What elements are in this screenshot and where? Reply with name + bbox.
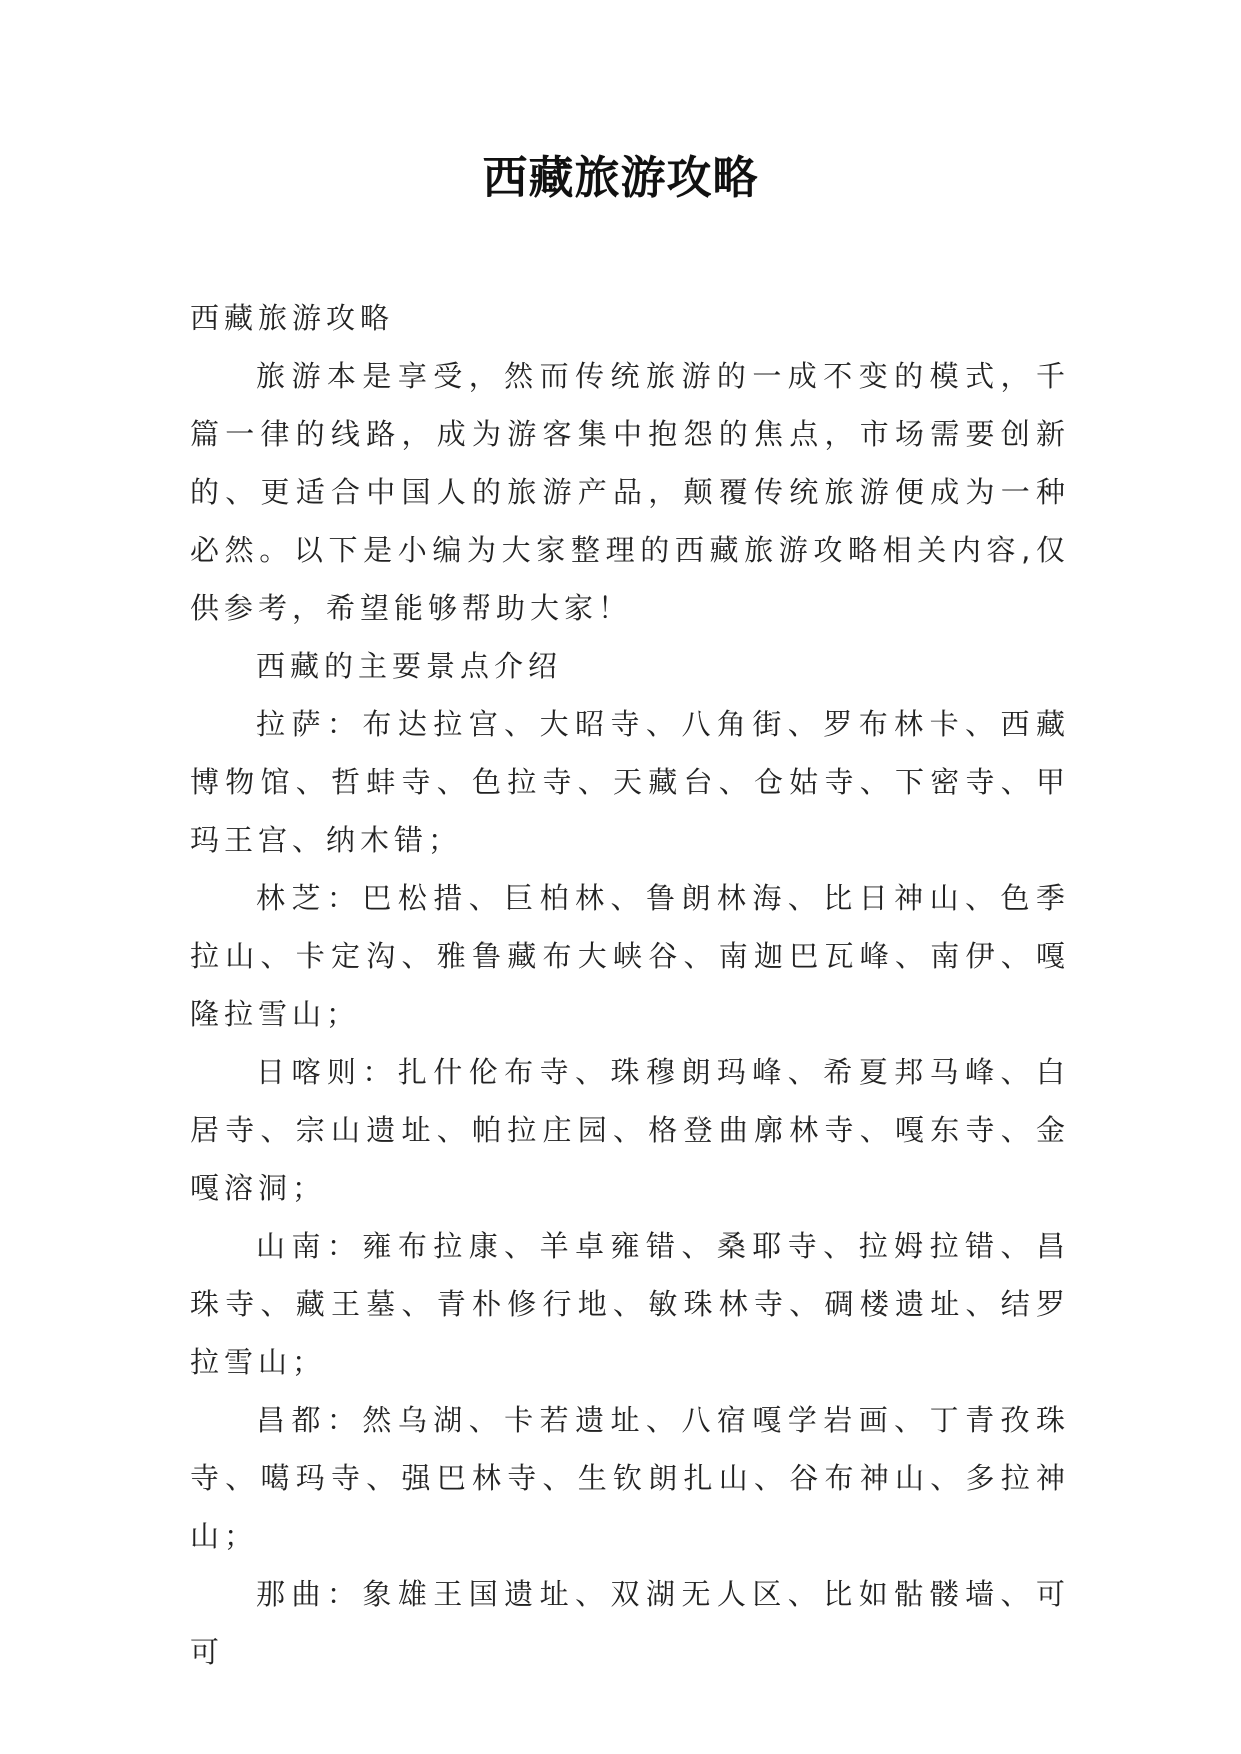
paragraph-heading: 西藏旅游攻略 [190,301,395,335]
paragraph-shannan: 山南：雍布拉康、羊卓雍错、桑耶寺、拉姆拉错、昌珠寺、藏王墓、青朴修行地、敏珠林寺、碉楼遗址、结罗拉雪山； [190,1229,1070,1379]
paragraph-nyingchi: 林芝：巴松措、巨柏林、鲁朗林海、比日神山、色季拉山、卡定沟、雅鲁藏布大峡谷、南迦巴瓦峰、南伊、嘎隆拉雪山； [190,881,1070,1031]
paragraph-lhasa: 拉萨：布达拉宫、大昭寺、八角街、罗布林卡、西藏博物馆、哲蚌寺、色拉寺、天藏台、仓姑寺、下密寺、甲玛王宫、纳木错； [190,707,1070,857]
section-heading-attractions: 西藏的主要景点介绍 [256,649,563,683]
paragraph-shigatse: 日喀则：扎什伦布寺、珠穆朗玛峰、希夏邦马峰、白居寺、宗山遗址、帕拉庄园、格登曲廓林寺、嘎东寺、金嘎溶洞； [190,1055,1070,1205]
paragraph-chamdo: 昌都：然乌湖、卡若遗址、八宿嘎学岩画、丁青孜珠寺、噶玛寺、强巴林寺、生钦朗扎山、谷布神山、多拉神山； [190,1403,1070,1553]
paragraph-intro: 旅游本是享受，然而传统旅游的一成不变的模式，千篇一律的线路，成为游客集中抱怨的焦点，市场需要创新的、更适合中国人的旅游产品，颠覆传统旅游便成为一种必然。以下是小编为大家整理的西藏旅游攻略相关内容,仅供参考，希望能够帮助大家！ [190,359,1070,625]
document-body [190,289,1070,1681]
document-title: 西藏旅游攻略 [482,151,759,204]
paragraph-nagqu: 那曲：象雄王国遗址、双湖无人区、比如骷髅墙、可可 [190,1577,1070,1669]
